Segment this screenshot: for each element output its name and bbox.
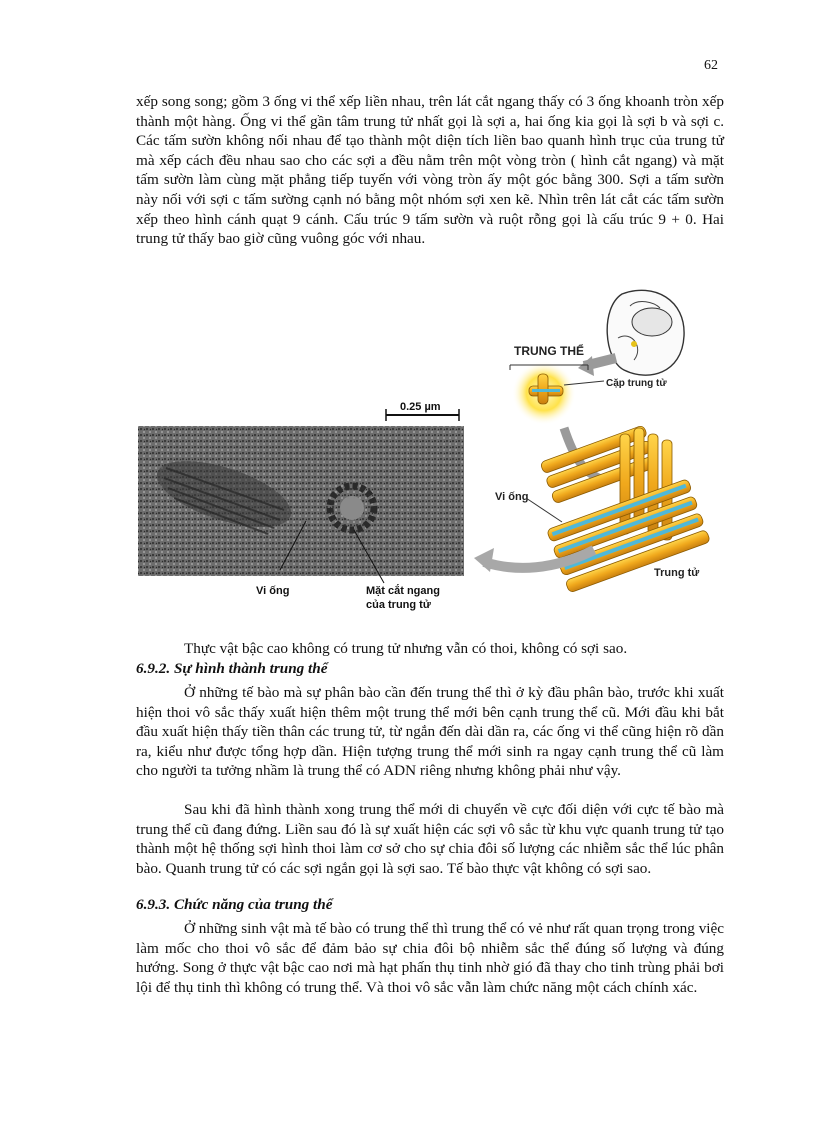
heading-6-9-2: 6.9.2. Sự hình thành trung thể — [136, 660, 328, 677]
label-vi-ong-right: Vi ống — [495, 491, 529, 503]
label-centriole-pair: Cặp trung tử — [606, 378, 667, 389]
paragraph-formation-1: Ở những tế bào mà sự phân bào cần đến trung thể thì ở kỳ đầu phân bào, trước khi xuất hiện thoi vô sắc thấy xuất hiện thêm một trung thể mới bên cạnh trung thể cũ. Mới đầu khi bắt đầu xuất hiện thấy tiền thân các trung tử, từ ngắn đến dài dần ra, các ống vi thể cũng hiện rõ dần ra, kiểu như được tổng hợp dần. Hiện tượng trung thể mới sinh ra ngay cạnh trung thể cũ làm cho người ta tưởng nhầm là trung thể có ADN riêng nhưng không phải như vậy. — [136, 684, 724, 780]
paragraph-centriole-structure: xếp song song; gồm 3 ống vi thể xếp liền nhau, trên lát cắt ngang thấy có 3 ống khoanh tròn xếp thành một hàng. Ống vi thể gần tâm trung tử nhất gọi là sợi a, hai ống kia gọi là sợi b và sợi c. Các tấm sườn không nối nhau để tạo thành một diện tích liền bao quanh hình trục của trung tử mà xếp cách đều nhau sao cho các sợi a đều nằm trên một vòng tròn ( hình cắt ngang) và mặt tấm sườn làm cùng mặt phẳng tiếp tuyến với vòng tròn ấy một góc bằng 300. Sợi a tấm sườn này nối với sợi c tấm sường cạnh nó bằng một nhóm sợi xen kẽ. Nhìn trên lát cắt các tấm sườn xếp theo hình cánh quạt 9 cánh. Cấu trúc 9 tấm sườn và ruột rỗng gọi là cấu trúc 9 + 0. Hai trung tử thấy bao giờ cũng vuông góc với nhau. — [136, 93, 724, 248]
centrosome-figure — [134, 278, 700, 623]
micrograph — [138, 409, 464, 583]
paragraph-formation-2: Sau khi đã hình thành xong trung thể mới di chuyển về cực đối diện với cực tế bào mà trung thể cũ đang đứng. Liền sau đó là sự xuất hiện các sợi vô sắc từ khu vực quanh trung tử tạo thành một hệ thống sợi hình thoi làm cơ sở cho sự chia đôi số lượng các nhiễm sắc thể lúc phân bào. Quanh trung tử có các sợi ngắn gọi là sợi sao. Tế bào thực vật không có sợi sao. — [136, 801, 724, 877]
page-number: 62 — [704, 58, 718, 73]
scale-bar-label: 0.25 µm — [400, 401, 441, 413]
label-centriole: Trung tử — [654, 567, 700, 579]
label-vi-ong-left: Vi ống — [256, 585, 290, 597]
label-cross-section-1: Mặt cắt ngang — [366, 585, 440, 597]
plant-note: Thực vật bậc cao không có trung tử nhưng vẫn có thoi, không có sợi sao. — [184, 640, 628, 657]
paragraph-function: Ở những sinh vật mà tế bào có trung thể thì trung thể có vẻ như rất quan trọng trong việc làm mốc cho thoi vô sắc để đảm bảo sự chia đôi bộ nhiễm sắc thể đúng số lượng và đúng hướng. Song ở thực vật bậc cao nơi mà hạt phấn thụ tinh nhờ gió đã thay cho tinh trùng phải bơi lội để thụ tinh thì không có trung thể. Và thoi vô sắc vẫn làm chức năng một cách chính xác. — [136, 920, 724, 996]
label-cross-section-2: của trung tử — [366, 599, 431, 611]
label-centrosome: TRUNG THỂ — [514, 344, 584, 358]
heading-6-9-3: 6.9.3. Chức năng của trung thể — [136, 896, 333, 913]
cell-sketch — [607, 290, 684, 375]
